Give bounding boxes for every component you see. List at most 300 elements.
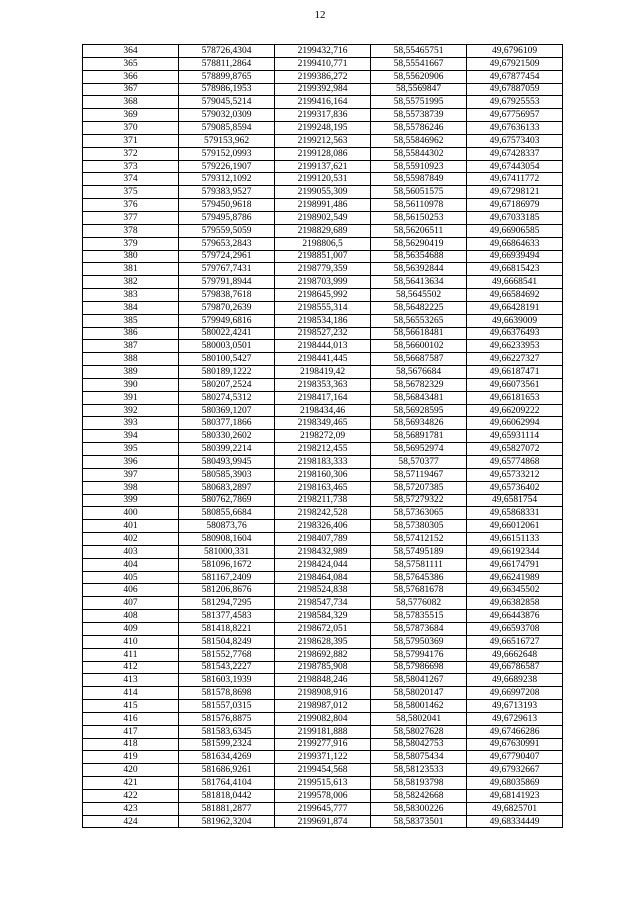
y-coordinate-cell: 2198524,838 <box>275 584 371 597</box>
table-row <box>83 96 563 109</box>
y-coordinate-cell: 2199137,621 <box>275 160 371 173</box>
x-coordinate-cell: 579383,9527 <box>179 186 275 199</box>
x-coordinate-cell: 579450,9618 <box>179 199 275 212</box>
longitude-cell: 49,67186979 <box>467 199 563 212</box>
x-coordinate-cell: 580855,6684 <box>179 507 275 520</box>
x-coordinate-cell: 581167,2409 <box>179 571 275 584</box>
y-coordinate-cell: 2199515,613 <box>275 777 371 790</box>
x-coordinate-cell: 579312,1092 <box>179 173 275 186</box>
latitude-cell: 58,56687587 <box>371 353 467 366</box>
latitude-cell: 58,57380305 <box>371 520 467 533</box>
table-row <box>83 109 563 122</box>
x-coordinate-cell: 581543,2227 <box>179 661 275 674</box>
point-number-cell: 390 <box>83 378 179 391</box>
table-row <box>83 314 563 327</box>
x-coordinate-cell: 581818,0442 <box>179 789 275 802</box>
y-coordinate-cell: 2198163,465 <box>275 481 371 494</box>
latitude-cell: 58,56206511 <box>371 224 467 237</box>
table-row <box>83 468 563 481</box>
point-number-cell: 381 <box>83 263 179 276</box>
y-coordinate-cell: 2198432,989 <box>275 545 371 558</box>
longitude-cell: 49,66376493 <box>467 327 563 340</box>
table-row <box>83 584 563 597</box>
longitude-cell: 49,66997208 <box>467 687 563 700</box>
point-number-cell: 379 <box>83 237 179 250</box>
latitude-cell: 58,55620906 <box>371 70 467 83</box>
table-row <box>83 122 563 135</box>
longitude-cell: 49,66174791 <box>467 558 563 571</box>
latitude-cell: 58,56150253 <box>371 211 467 224</box>
point-number-cell: 408 <box>83 610 179 623</box>
x-coordinate-cell: 580274,5312 <box>179 391 275 404</box>
latitude-cell: 58,56482225 <box>371 301 467 314</box>
y-coordinate-cell: 2198424,044 <box>275 558 371 571</box>
latitude-cell: 58,55910923 <box>371 160 467 173</box>
y-coordinate-cell: 2199128,086 <box>275 147 371 160</box>
table-row <box>83 802 563 815</box>
point-number-cell: 412 <box>83 661 179 674</box>
latitude-cell: 58,57986698 <box>371 661 467 674</box>
latitude-cell: 58,57495189 <box>371 545 467 558</box>
longitude-cell: 49,67756957 <box>467 109 563 122</box>
x-coordinate-cell: 579949,6816 <box>179 314 275 327</box>
point-number-cell: 364 <box>83 45 179 58</box>
point-number-cell: 400 <box>83 507 179 520</box>
latitude-cell: 58,56934826 <box>371 417 467 430</box>
longitude-cell: 49,67925553 <box>467 96 563 109</box>
point-number-cell: 421 <box>83 777 179 790</box>
point-number-cell: 365 <box>83 57 179 70</box>
table-row <box>83 45 563 58</box>
point-number-cell: 398 <box>83 481 179 494</box>
table-row <box>83 211 563 224</box>
table-row <box>83 366 563 379</box>
longitude-cell: 49,65774868 <box>467 456 563 469</box>
x-coordinate-cell: 580003,0501 <box>179 340 275 353</box>
longitude-cell: 49,65868331 <box>467 507 563 520</box>
latitude-cell: 58,56110978 <box>371 199 467 212</box>
y-coordinate-cell: 2199371,122 <box>275 751 371 764</box>
latitude-cell: 58,58020147 <box>371 687 467 700</box>
latitude-cell: 58,55846962 <box>371 134 467 147</box>
y-coordinate-cell: 2199248,195 <box>275 122 371 135</box>
table-row <box>83 327 563 340</box>
latitude-cell: 58,56553265 <box>371 314 467 327</box>
x-coordinate-cell: 581377,4583 <box>179 610 275 623</box>
x-coordinate-cell: 579838,7618 <box>179 289 275 302</box>
y-coordinate-cell: 2199386,272 <box>275 70 371 83</box>
y-coordinate-cell: 2199120,531 <box>275 173 371 186</box>
latitude-cell: 58,5802041 <box>371 712 467 725</box>
point-number-cell: 399 <box>83 494 179 507</box>
table-row <box>83 391 563 404</box>
longitude-cell: 49,65931114 <box>467 430 563 443</box>
latitude-cell: 58,57950369 <box>371 635 467 648</box>
y-coordinate-cell: 2199055,309 <box>275 186 371 199</box>
latitude-cell: 58,57681678 <box>371 584 467 597</box>
x-coordinate-cell: 581599,2324 <box>179 738 275 751</box>
point-number-cell: 371 <box>83 134 179 147</box>
y-coordinate-cell: 2198672,051 <box>275 622 371 635</box>
longitude-cell: 49,67630991 <box>467 738 563 751</box>
longitude-cell: 49,66012061 <box>467 520 563 533</box>
table-row <box>83 353 563 366</box>
point-number-cell: 367 <box>83 83 179 96</box>
latitude-cell: 58,58300226 <box>371 802 467 815</box>
y-coordinate-cell: 2198851,007 <box>275 250 371 263</box>
longitude-cell: 49,66192344 <box>467 545 563 558</box>
point-number-cell: 416 <box>83 712 179 725</box>
y-coordinate-cell: 2198806,5 <box>275 237 371 250</box>
point-number-cell: 397 <box>83 468 179 481</box>
longitude-cell: 49,66151133 <box>467 533 563 546</box>
longitude-cell: 49,67887059 <box>467 83 563 96</box>
point-number-cell: 413 <box>83 674 179 687</box>
table-row <box>83 725 563 738</box>
x-coordinate-cell: 579226,1907 <box>179 160 275 173</box>
longitude-cell: 49,67932667 <box>467 764 563 777</box>
table-row <box>83 263 563 276</box>
latitude-cell: 58,58373501 <box>371 815 467 828</box>
x-coordinate-cell: 580908,1604 <box>179 533 275 546</box>
longitude-cell: 49,6689238 <box>467 674 563 687</box>
x-coordinate-cell: 579032,0309 <box>179 109 275 122</box>
y-coordinate-cell: 2198902,549 <box>275 211 371 224</box>
latitude-cell: 58,58123533 <box>371 764 467 777</box>
point-number-cell: 391 <box>83 391 179 404</box>
x-coordinate-cell: 581583,6345 <box>179 725 275 738</box>
point-number-cell: 401 <box>83 520 179 533</box>
point-number-cell: 394 <box>83 430 179 443</box>
longitude-cell: 49,65827072 <box>467 443 563 456</box>
table-row <box>83 147 563 160</box>
point-number-cell: 419 <box>83 751 179 764</box>
point-number-cell: 369 <box>83 109 179 122</box>
y-coordinate-cell: 2198628,395 <box>275 635 371 648</box>
x-coordinate-cell: 581418,8221 <box>179 622 275 635</box>
table-row <box>83 751 563 764</box>
table-row <box>83 70 563 83</box>
x-coordinate-cell: 581294,7295 <box>179 597 275 610</box>
x-coordinate-cell: 581634,4269 <box>179 751 275 764</box>
longitude-cell: 49,66241989 <box>467 571 563 584</box>
point-number-cell: 387 <box>83 340 179 353</box>
latitude-cell: 58,58027628 <box>371 725 467 738</box>
table-row <box>83 558 563 571</box>
y-coordinate-cell: 2199454,568 <box>275 764 371 777</box>
latitude-cell: 58,58242668 <box>371 789 467 802</box>
table-row <box>83 160 563 173</box>
latitude-cell: 58,5645502 <box>371 289 467 302</box>
y-coordinate-cell: 2199181,888 <box>275 725 371 738</box>
point-number-cell: 376 <box>83 199 179 212</box>
latitude-cell: 58,57363065 <box>371 507 467 520</box>
y-coordinate-cell: 2199432,716 <box>275 45 371 58</box>
table-row <box>83 481 563 494</box>
longitude-cell: 49,67877454 <box>467 70 563 83</box>
latitude-cell: 58,55751995 <box>371 96 467 109</box>
longitude-cell: 49,67298121 <box>467 186 563 199</box>
latitude-cell: 58,57412152 <box>371 533 467 546</box>
table-row <box>83 83 563 96</box>
table-row <box>83 815 563 828</box>
y-coordinate-cell: 2198908,916 <box>275 687 371 700</box>
latitude-cell: 58,5569847 <box>371 83 467 96</box>
page-number: 12 <box>314 9 326 21</box>
longitude-cell: 49,66786587 <box>467 661 563 674</box>
x-coordinate-cell: 579767,7431 <box>179 263 275 276</box>
point-number-cell: 384 <box>83 301 179 314</box>
x-coordinate-cell: 580022,4241 <box>179 327 275 340</box>
table-row <box>83 494 563 507</box>
y-coordinate-cell: 2198779,359 <box>275 263 371 276</box>
latitude-cell: 58,56354688 <box>371 250 467 263</box>
table-row <box>83 648 563 661</box>
point-number-cell: 377 <box>83 211 179 224</box>
x-coordinate-cell: 580493,9945 <box>179 456 275 469</box>
x-coordinate-cell: 578726,4304 <box>179 45 275 58</box>
x-coordinate-cell: 580330,2602 <box>179 430 275 443</box>
latitude-cell: 58,55738739 <box>371 109 467 122</box>
point-number-cell: 380 <box>83 250 179 263</box>
point-number-cell: 415 <box>83 700 179 713</box>
table-row <box>83 738 563 751</box>
latitude-cell: 58,570377 <box>371 456 467 469</box>
point-number-cell: 418 <box>83 738 179 751</box>
y-coordinate-cell: 2198987,012 <box>275 700 371 713</box>
table-row <box>83 622 563 635</box>
x-coordinate-cell: 581881,2877 <box>179 802 275 815</box>
table-row <box>83 237 563 250</box>
latitude-cell: 58,58075434 <box>371 751 467 764</box>
point-number-cell: 372 <box>83 147 179 160</box>
y-coordinate-cell: 2198555,314 <box>275 301 371 314</box>
point-number-cell: 407 <box>83 597 179 610</box>
y-coordinate-cell: 2198464,084 <box>275 571 371 584</box>
point-number-cell: 422 <box>83 789 179 802</box>
latitude-cell: 58,58042753 <box>371 738 467 751</box>
longitude-cell: 49,67573403 <box>467 134 563 147</box>
point-number-cell: 389 <box>83 366 179 379</box>
longitude-cell: 49,6581754 <box>467 494 563 507</box>
table-row <box>83 456 563 469</box>
y-coordinate-cell: 2199277,916 <box>275 738 371 751</box>
latitude-cell: 58,58193798 <box>371 777 467 790</box>
latitude-cell: 58,55786246 <box>371 122 467 135</box>
table-row <box>83 610 563 623</box>
latitude-cell: 58,56928595 <box>371 404 467 417</box>
point-number-cell: 411 <box>83 648 179 661</box>
longitude-cell: 49,66345502 <box>467 584 563 597</box>
longitude-cell: 49,67921509 <box>467 57 563 70</box>
y-coordinate-cell: 2198848,246 <box>275 674 371 687</box>
point-number-cell: 395 <box>83 443 179 456</box>
y-coordinate-cell: 2198584,329 <box>275 610 371 623</box>
x-coordinate-cell: 579153,962 <box>179 134 275 147</box>
latitude-cell: 58,56618481 <box>371 327 467 340</box>
table-row <box>83 661 563 674</box>
latitude-cell: 58,58041267 <box>371 674 467 687</box>
point-number-cell: 388 <box>83 353 179 366</box>
x-coordinate-cell: 579724,2961 <box>179 250 275 263</box>
y-coordinate-cell: 2199082,804 <box>275 712 371 725</box>
table-row <box>83 507 563 520</box>
point-number-cell: 417 <box>83 725 179 738</box>
latitude-cell: 58,56600102 <box>371 340 467 353</box>
table-row <box>83 199 563 212</box>
latitude-cell: 58,58001462 <box>371 700 467 713</box>
y-coordinate-cell: 2198212,455 <box>275 443 371 456</box>
y-coordinate-cell: 2199392,984 <box>275 83 371 96</box>
y-coordinate-cell: 2198444,013 <box>275 340 371 353</box>
latitude-cell: 58,55844302 <box>371 147 467 160</box>
x-coordinate-cell: 579152,0993 <box>179 147 275 160</box>
y-coordinate-cell: 2198527,232 <box>275 327 371 340</box>
table-row <box>83 687 563 700</box>
table-row <box>83 301 563 314</box>
table-row <box>83 674 563 687</box>
y-coordinate-cell: 2198703,999 <box>275 276 371 289</box>
x-coordinate-cell: 578899,8765 <box>179 70 275 83</box>
longitude-cell: 49,66073561 <box>467 378 563 391</box>
x-coordinate-cell: 581576,8875 <box>179 712 275 725</box>
coordinates-table <box>82 44 563 828</box>
latitude-cell: 58,57581111 <box>371 558 467 571</box>
point-number-cell: 403 <box>83 545 179 558</box>
y-coordinate-cell: 2198645,992 <box>275 289 371 302</box>
point-number-cell: 409 <box>83 622 179 635</box>
longitude-cell: 49,6825701 <box>467 802 563 815</box>
x-coordinate-cell: 581962,3204 <box>179 815 275 828</box>
y-coordinate-cell: 2198183,333 <box>275 456 371 469</box>
table-row <box>83 186 563 199</box>
y-coordinate-cell: 2198417,164 <box>275 391 371 404</box>
latitude-cell: 58,56843481 <box>371 391 467 404</box>
point-number-cell: 368 <box>83 96 179 109</box>
point-number-cell: 374 <box>83 173 179 186</box>
y-coordinate-cell: 2199410,771 <box>275 57 371 70</box>
longitude-cell: 49,66209222 <box>467 404 563 417</box>
longitude-cell: 49,66428191 <box>467 301 563 314</box>
longitude-cell: 49,66939494 <box>467 250 563 263</box>
x-coordinate-cell: 581578,8698 <box>179 687 275 700</box>
table-row <box>83 777 563 790</box>
latitude-cell: 58,57994176 <box>371 648 467 661</box>
x-coordinate-cell: 578811,2864 <box>179 57 275 70</box>
point-number-cell: 366 <box>83 70 179 83</box>
longitude-cell: 49,6729613 <box>467 712 563 725</box>
y-coordinate-cell: 2198211,738 <box>275 494 371 507</box>
point-number-cell: 402 <box>83 533 179 546</box>
point-number-cell: 420 <box>83 764 179 777</box>
longitude-cell: 49,67411772 <box>467 173 563 186</box>
point-number-cell: 382 <box>83 276 179 289</box>
longitude-cell: 49,68035869 <box>467 777 563 790</box>
table-row <box>83 545 563 558</box>
longitude-cell: 49,67428337 <box>467 147 563 160</box>
y-coordinate-cell: 2198407,789 <box>275 533 371 546</box>
y-coordinate-cell: 2198991,486 <box>275 199 371 212</box>
longitude-cell: 49,66227327 <box>467 353 563 366</box>
x-coordinate-cell: 581504,8249 <box>179 635 275 648</box>
latitude-cell: 58,55465751 <box>371 45 467 58</box>
longitude-cell: 49,66443876 <box>467 610 563 623</box>
table-row <box>83 764 563 777</box>
latitude-cell: 58,56782329 <box>371 378 467 391</box>
longitude-cell: 49,66864633 <box>467 237 563 250</box>
table-row <box>83 533 563 546</box>
table-row <box>83 57 563 70</box>
x-coordinate-cell: 581206,8676 <box>179 584 275 597</box>
table-row <box>83 571 563 584</box>
longitude-cell: 49,6668541 <box>467 276 563 289</box>
x-coordinate-cell: 579045,5214 <box>179 96 275 109</box>
latitude-cell: 58,57873684 <box>371 622 467 635</box>
y-coordinate-cell: 2198349,465 <box>275 417 371 430</box>
longitude-cell: 49,66906585 <box>467 224 563 237</box>
latitude-cell: 58,57207385 <box>371 481 467 494</box>
latitude-cell: 58,56290419 <box>371 237 467 250</box>
x-coordinate-cell: 579653,2843 <box>179 237 275 250</box>
table-row <box>83 404 563 417</box>
y-coordinate-cell: 2198419,42 <box>275 366 371 379</box>
longitude-cell: 49,66181653 <box>467 391 563 404</box>
latitude-cell: 58,57835515 <box>371 610 467 623</box>
latitude-cell: 58,57279322 <box>371 494 467 507</box>
table-row <box>83 417 563 430</box>
table-row <box>83 635 563 648</box>
longitude-cell: 49,66516727 <box>467 635 563 648</box>
point-number-cell: 423 <box>83 802 179 815</box>
table-row <box>83 520 563 533</box>
y-coordinate-cell: 2198829,689 <box>275 224 371 237</box>
table-row <box>83 289 563 302</box>
longitude-cell: 49,6639009 <box>467 314 563 327</box>
x-coordinate-cell: 578986,1953 <box>179 83 275 96</box>
latitude-cell: 58,55987849 <box>371 173 467 186</box>
point-number-cell: 406 <box>83 584 179 597</box>
longitude-cell: 49,68141923 <box>467 789 563 802</box>
longitude-cell: 49,67443054 <box>467 160 563 173</box>
longitude-cell: 49,66382858 <box>467 597 563 610</box>
longitude-cell: 49,66593708 <box>467 622 563 635</box>
x-coordinate-cell: 581557,0315 <box>179 700 275 713</box>
x-coordinate-cell: 581603,1939 <box>179 674 275 687</box>
longitude-cell: 49,6662648 <box>467 648 563 661</box>
longitude-cell: 49,67790407 <box>467 751 563 764</box>
point-number-cell: 385 <box>83 314 179 327</box>
longitude-cell: 49,65733212 <box>467 468 563 481</box>
table-row <box>83 340 563 353</box>
point-number-cell: 386 <box>83 327 179 340</box>
y-coordinate-cell: 2199691,874 <box>275 815 371 828</box>
point-number-cell: 414 <box>83 687 179 700</box>
longitude-cell: 49,67636133 <box>467 122 563 135</box>
y-coordinate-cell: 2199416,164 <box>275 96 371 109</box>
table-row <box>83 173 563 186</box>
table-row <box>83 224 563 237</box>
x-coordinate-cell: 581096,1672 <box>179 558 275 571</box>
latitude-cell: 58,56891781 <box>371 430 467 443</box>
table-row <box>83 276 563 289</box>
x-coordinate-cell: 579791,8944 <box>179 276 275 289</box>
table-row <box>83 250 563 263</box>
y-coordinate-cell: 2198353,363 <box>275 378 371 391</box>
table-row <box>83 378 563 391</box>
point-number-cell: 370 <box>83 122 179 135</box>
longitude-cell: 49,67466286 <box>467 725 563 738</box>
y-coordinate-cell: 2199645,777 <box>275 802 371 815</box>
